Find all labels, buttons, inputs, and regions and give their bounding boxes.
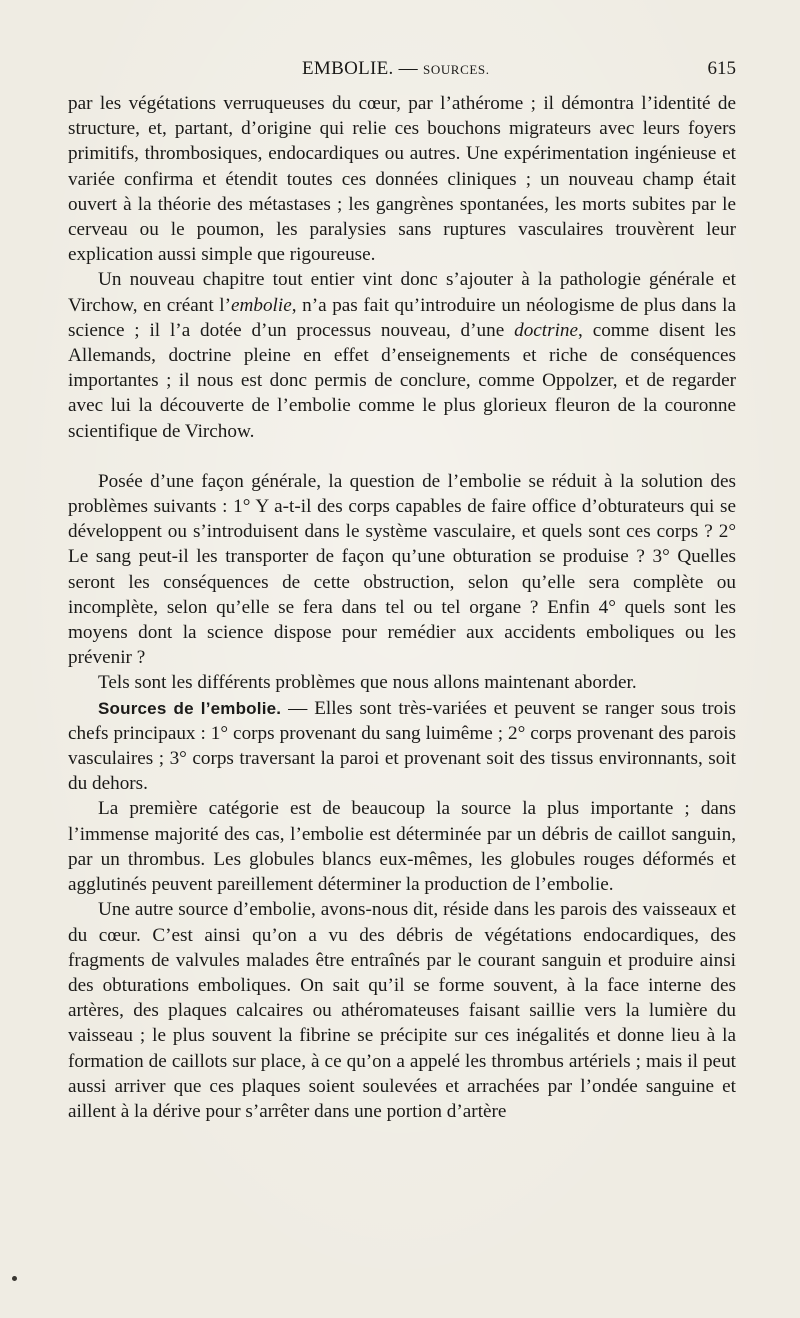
paragraph [68, 796, 736, 897]
text-run: Tels sont les différents problèmes que nous allons maintenant aborder. [98, 672, 637, 694]
text-run: , n’a pas fait qu’introduire un néologisme de plus dans la science ; il l’a dotée d’un processus nouveau, d’une [68, 294, 736, 341]
section-heading: Sources de l’embolie. [98, 698, 282, 718]
paragraph [68, 267, 736, 443]
body-text [68, 91, 736, 1124]
paragraph [68, 469, 736, 671]
running-header [70, 56, 736, 82]
ink-speck [12, 1276, 17, 1281]
text-run: , comme disent les Allemands, doctrine pleine en effet d’enseignements et riche de conséquences importantes ; il nous est donc permis de conclure, comme Oppolzer, et de regarder avec lui la découverte de l’embolie comme le plus glorieux fleuron de la couronne scientifique de Virchow. [68, 319, 736, 442]
text-run: — Elles sont très-variées et peuvent se ranger sous trois chefs principaux : 1° corps provenant du sang luimême ; 2° corps provenant des parois vasculaires ; 3° corps traversant la paroi et provenant soit des tissus environnants, soit du dehors. [68, 697, 737, 795]
text-run: par les végétations verruqueuses du cœur, par l’athérome ; il démontra l’identité de structure, et, partant, d’origine qui relie ces bouchons migrateurs avec leurs foyers primitifs, thrombosiques, endocardiques ou autres. Une expérimentation ingénieuse et variée confirma et étendit toutes ces données cliniques ; un nouveau champ était ouvert à la théorie des métastases ; les gangrènes spontanées, les morts subites par le cerveau ou le poumon, les paralysies sans ruptures vasculaires trouvèrent leur explication aussi simple que rigoureuse. [68, 93, 736, 266]
text-run: Un nouveau chapitre tout entier vint donc s’ajouter à la pathologie générale et Virchow, en créant l’ [68, 269, 736, 316]
paragraph [68, 897, 736, 1124]
text-run: La première catégorie est de beaucoup la source la plus importante ; dans l’immense majorité des cas, l’embolie est déterminée par un débris de caillot sanguin, par un thrombus. Les globules blancs eux-mêmes, les globules rouges déformés et agglutinés peuvent pareillement déterminer la production de l’embolie. [68, 798, 736, 896]
running-title [302, 56, 490, 83]
text-run: Posée d’une façon générale, la question de l’embolie se réduit à la solution des problèmes suivants : 1° Y a-t-il des corps capables de faire office d’obturateurs qui se développent ou s’introduisent dans le système vasculaire, et quels sont ces corps ? 2° Le sang peut-il les transporter de façon qu’une obturation se produise ? 3° Quelles seront les conséquences de cette obstruction, selon qu’elle sera complète ou incomplète, selon qu’elle se fera dans tel ou tel organe ? Enfin 4° quels sont les moyens dont la science dispose pour remédier aux accidents emboliques ou les prévenir ? [68, 470, 736, 669]
italic-term: doctrine [514, 319, 579, 341]
italic-term: embolie [230, 294, 292, 316]
paragraph [68, 696, 736, 797]
page-number: 615 [707, 58, 736, 79]
paragraph [68, 91, 736, 267]
text-run: Une autre source d’embolie, avons-nous dit, réside dans les parois des vaisseaux et du cœur. C’est ainsi qu’on a vu des débris de végétations endocardiques, des fragments de valvules malades être entraînés par le courant sanguin et produire ainsi des obturations emboliques. On sait qu’il se forme souvent, à la face interne des artères, des plaques calcaires ou athéromateuses faisant saillie vers la lumière du vaisseau ; le plus souvent la fibrine se précipite sur ces inégalités et donne lieu à la formation de caillots sur place, à ce qu’on a appelé les thrombus artériels ; mais il peut aussi arriver que ces plaques soient soulevées et arrachées par l’ondée sanguine et aillent à la dérive pour s’arrêter dans une portion d’artère [68, 899, 736, 1122]
section-title: SOURCES. [423, 62, 490, 77]
chapter-title: EMBOLIE. [302, 58, 394, 79]
paragraph [68, 670, 736, 695]
title-dash: — [393, 58, 423, 79]
